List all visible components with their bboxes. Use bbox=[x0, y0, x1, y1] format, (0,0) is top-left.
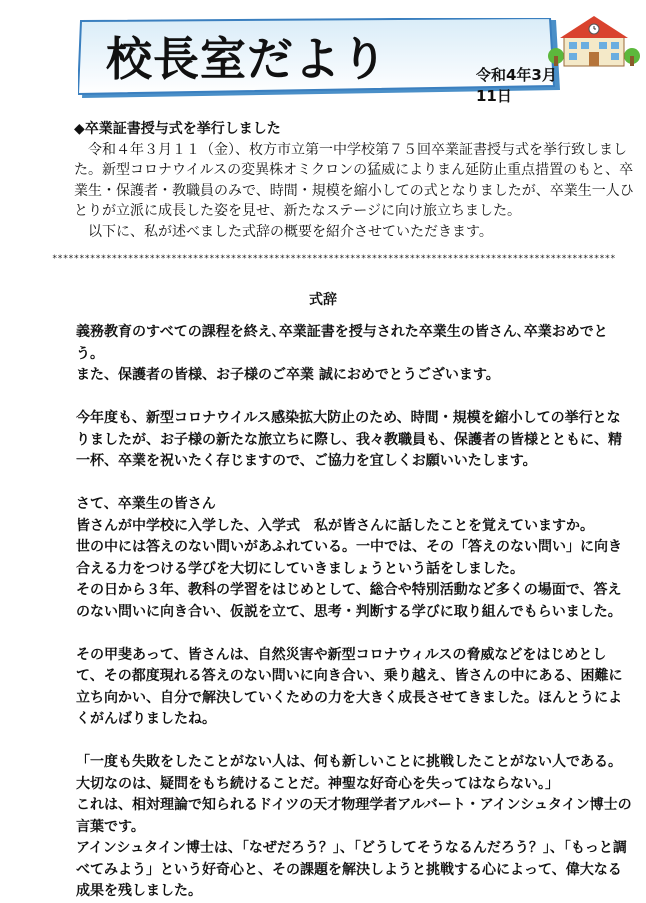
speech-paragraph: また、保護者の皆様、お子様のご卒業 誠におめでとうございます。 bbox=[76, 367, 500, 383]
paragraph-gap bbox=[76, 387, 632, 409]
speech-paragraph: さて、卒業生の皆さん bbox=[76, 496, 216, 512]
speech-paragraph: その甲斐あって、皆さんは、自然災害や新型コロナウィルスの脅威などをはじめとして、その都度現れる答えのない問いに向き合い、乗り越え、皆さんの中にある、困難に立ち向かい、自分で解決していくための力を大きく成長させてきました。ほんとうによくがんばりましたね。 bbox=[76, 646, 623, 727]
speech-paragraph: 大切なのは、疑問をもち続けることだ。神聖な好奇心を失ってはならない。」 bbox=[76, 775, 559, 792]
intro-heading: ◆卒業証書授与式を挙行しました bbox=[74, 121, 281, 137]
speech-paragraph: その日から３年、教科の学習をはじめとして、総合や特別活動など多くの場面で、答えのない問いに向き合い、仮説を立て、思考・判断する学びに取り組んでもらいました。 bbox=[76, 582, 622, 620]
issue-date: 令和4年3月11日 bbox=[476, 66, 557, 105]
speech-paragraph: 皆さんが中学校に入学した、入学式 私が皆さんに話したことを覚えていますか。 bbox=[76, 517, 594, 534]
intro-section bbox=[74, 119, 639, 242]
intro-paragraph: 令和４年３月１１（金）、枚方市立第一中学校第７５回卒業証書授与式を挙行致しました。新型コロナウイルスの変異株オミクロンの猛威によりまん延防止重点措置のもと、卒業生・保護者・教職員のみで、時間・規模を縮小しての式となりましたが、卒業生一人ひとりが立派に成長した姿を見せ、新たなステージに向け旅立ちました。 bbox=[74, 141, 634, 219]
speech-paragraph: 「一度も失敗をしたことがない人は、何も新しいことに挑戦したことがない人である。 bbox=[76, 754, 622, 770]
paragraph-gap bbox=[76, 623, 632, 645]
speech-title: 式辞 bbox=[309, 292, 337, 308]
speech-paragraph: 世の中には答えのない問いがあふれている。一中では、その「答えのない問い」に向き合える力をつける学びを大切にしていきましょうという話をしました。 bbox=[76, 539, 622, 577]
asterisk-divider: ******************************************************************************************************** bbox=[52, 254, 616, 264]
intro-paragraph: 以下に、私が述べました式辞の概要を紹介させていただきます。 bbox=[88, 223, 493, 240]
speech-paragraph: 義務教育のすべての課程を終え､卒業証書を授与された卒業生の皆さん､卒業おめでとう。 bbox=[76, 324, 608, 362]
school-building-icon bbox=[548, 12, 640, 68]
speech-paragraph: 今年度も、新型コロナウイルス感染拡大防止のため、時間・規模を縮小しての挙行となりましたが、お子様の新たな旅立ちに際し、我々教職員も、保護者の皆様とともに、精一杯、卒業を祝いたく存じますので、ご協力を宜しくお願いいたします。 bbox=[76, 410, 622, 469]
paragraph-gap bbox=[76, 473, 632, 495]
speech-body bbox=[76, 322, 632, 903]
header-banner bbox=[78, 18, 564, 105]
page-title: 校長室だより bbox=[106, 32, 388, 86]
speech-paragraph: アインシュタイン博士は、「なぜだろう？」、「どうしてそうなるんだろう？」、「もっと調べてみよう」という好奇心と、その課題を解決しようと挑戦する心によって、偉大なる成果を残しました。 bbox=[76, 840, 627, 899]
paragraph-gap bbox=[76, 731, 632, 753]
speech-paragraph: これは、相対理論で知られるドイツの天才物理学者アルバート・アインシュタイン博士の言葉です。 bbox=[76, 797, 632, 835]
